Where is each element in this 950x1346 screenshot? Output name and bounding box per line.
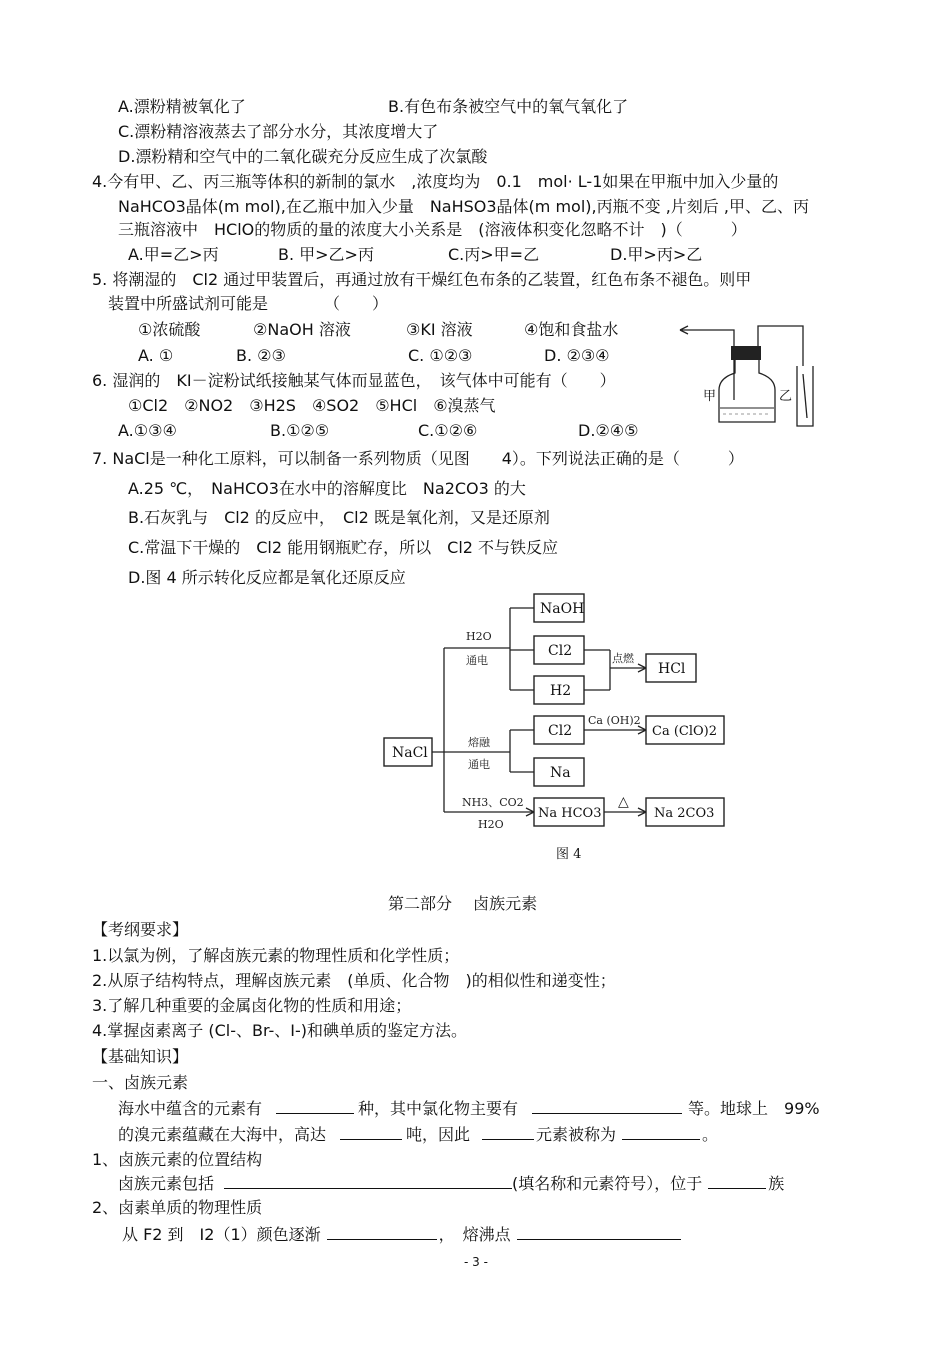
kaogang-item-4: 4.掌握卤素离子 (Cl-、Br-、I-)和碘单质的鉴定方法。 <box>92 1021 468 1040</box>
q5-reagent-1: ①浓硫酸 <box>138 320 201 339</box>
q6-option-d: D.②④⑤ <box>578 421 639 440</box>
blank-2[interactable] <box>532 1098 682 1114</box>
cond-tongdian: 通电 <box>466 654 488 667</box>
q7-option-c: C.常温下干燥的 Cl2 能用钢瓶贮存，所以 Cl2 不与铁反应 <box>128 538 559 557</box>
q5-option-d: D. ②③④ <box>544 346 610 365</box>
cond-nh3-co2: NH3、CO2 <box>462 796 524 809</box>
fill-text-4a: 从 F2 到 I2（1）颜色逐渐 <box>122 1225 321 1244</box>
label-jia: 甲 <box>703 389 717 404</box>
label-h2: H2 <box>550 683 572 699</box>
blank-1[interactable] <box>276 1098 354 1114</box>
blank-7[interactable] <box>708 1173 766 1189</box>
blank-8[interactable] <box>327 1224 437 1240</box>
cond-h2o-2: H2O <box>478 818 504 831</box>
q4-option-d: D.甲>丙>乙 <box>610 245 703 264</box>
q6-option-c: C.①②⑥ <box>418 421 478 440</box>
cond-h2o: H2O <box>466 630 492 643</box>
cond-delta: △ <box>618 794 629 810</box>
q4-stem-line3: 三瓶溶液中 HClO的物质的量的浓度大小关系是 (溶液体积变化忽略不计 )（ ） <box>118 220 747 239</box>
q5-option-c: C. ①②③ <box>408 346 473 365</box>
fill-text-3a: 卤族元素包括 <box>118 1174 215 1193</box>
cond-caoh2: Ca (OH)2 <box>588 714 641 727</box>
cond-dianran: 点燃 <box>612 652 634 665</box>
q4-option-a: A.甲=乙>丙 <box>128 245 219 264</box>
q6-option-b: B.①②⑤ <box>270 421 330 440</box>
fill-text-3b: (填名称和元素符号），位于 <box>512 1174 703 1193</box>
blank-6[interactable] <box>224 1173 512 1189</box>
section-2-heading: 1、卤族元素的位置结构 <box>92 1150 263 1169</box>
section-3-heading: 2、卤素单质的物理性质 <box>92 1198 263 1217</box>
label-hcl: HCl <box>658 661 686 677</box>
cond-tongdian2: 通电 <box>468 758 490 771</box>
figure-caption: 图 4 <box>556 847 582 862</box>
q4-stem-line1: 4.今有甲、乙、丙三瓶等体积的新制的氯水 ,浓度均为 0.1 mol· L-1如果在甲瓶中加入少量的 <box>92 172 779 191</box>
fill-line-4 <box>122 1224 681 1245</box>
kaogang-heading: 【考纲要求】 <box>92 920 189 939</box>
label-yi: 乙 <box>779 389 793 404</box>
q5-option-a: A. ① <box>138 346 174 365</box>
fill-text-1c: 等。地球上 99% <box>688 1099 820 1118</box>
q5-option-b: B. ②③ <box>236 346 286 365</box>
branch-electrolysis <box>444 608 534 690</box>
q6-gases: ①Cl2 ②NO2 ③H2S ④SO2 ⑤HCl ⑥溴蒸气 <box>128 396 496 415</box>
fill-text-2c: 元素被称为 <box>536 1125 617 1144</box>
q7-stem: 7. NaCl是一种化工原料，可以制备一系列物质（见图 4）。下列说法正确的是（ ） <box>92 449 744 468</box>
cloth-strip <box>803 374 807 418</box>
fill-text-4b: ， 熔沸点 <box>438 1225 511 1244</box>
q6-stem: 6. 湿润的 KI－淀粉试纸接触某气体而显蓝色， 该气体中可能有（ ） <box>92 371 616 390</box>
q3-option-b: B.有色布条被空气中的氧气氧化了 <box>388 97 629 116</box>
label-cl2-top: Cl2 <box>548 643 573 659</box>
q7-option-d: D.图 4 所示转化反应都是氧化还原反应 <box>128 568 406 587</box>
q5-reagent-4: ④饱和食盐水 <box>524 320 619 339</box>
q5-reagent-2: ②NaOH 溶液 <box>253 320 351 339</box>
label-nacl: NaCl <box>392 745 428 761</box>
part2-title: 第二部分 卤族元素 <box>388 894 538 913</box>
outlet-tube <box>758 326 803 366</box>
q5-stem-line1: 5. 将潮湿的 Cl2 通过甲装置后，再通过放有干燥红色布条的乙装置，红色布条不褪色。则甲 <box>92 270 752 289</box>
q4-option-b: B. 甲>乙>丙 <box>278 245 374 264</box>
washing-bottle <box>719 360 775 422</box>
blank-9[interactable] <box>517 1224 681 1240</box>
q3-option-d: D.漂粉精和空气中的二氧化碳充分反应生成了次氯酸 <box>118 147 488 166</box>
label-naoh: NaOH <box>540 601 585 617</box>
label-cl2-mid: Cl2 <box>548 723 573 739</box>
kaogang-item-3: 3.了解几种重要的金属卤化物的性质和用途； <box>92 996 412 1015</box>
section-1-heading: 一、卤族元素 <box>92 1073 189 1092</box>
q6-option-a: A.①③④ <box>118 421 177 440</box>
nacl-conversion-diagram <box>378 588 750 870</box>
blank-3[interactable] <box>340 1124 402 1140</box>
stopper <box>731 346 761 360</box>
q3-option-a: A.漂粉精被氧化了 <box>118 97 246 116</box>
fill-line-2 <box>118 1124 718 1145</box>
label-caclo2: Ca (ClO)2 <box>652 724 718 739</box>
page-number: - 3 - <box>464 1255 488 1269</box>
jichu-heading: 【基础知识】 <box>92 1047 189 1066</box>
fill-text-2a: 的溴元素蕴藏在大海中，高达 <box>118 1125 327 1144</box>
fill-text-1b: 种，其中氯化物主要有 <box>358 1099 519 1118</box>
fill-text-1a: 海水中蕴含的元素有 <box>118 1099 263 1118</box>
kaogang-item-1: 1.以氯为例，了解卤族元素的物理性质和化学性质； <box>92 946 460 965</box>
label-nahco3: Na HCO3 <box>538 806 602 821</box>
q7-option-b: B.石灰乳与 Cl2 的反应中， Cl2 既是氧化剂，又是还原剂 <box>128 508 550 527</box>
fill-text-2d: 。 <box>702 1125 719 1144</box>
q5-stem-line2: 装置中所盛试剂可能是 （ ） <box>108 294 389 313</box>
apparatus-figure <box>675 318 845 430</box>
blank-4[interactable] <box>482 1124 534 1140</box>
fill-text-2b: 吨，因此 <box>406 1125 471 1144</box>
trunk-line <box>432 648 444 812</box>
q4-stem-line2: NaHCO3晶体(m mol),在乙瓶中加入少量 NaHSO3晶体(m mol),丙瓶不变 ,片刻后 ,甲、乙、丙 <box>118 197 809 216</box>
q3-option-c: C.漂粉精溶液蒸去了部分水分，其浓度增大了 <box>118 122 439 141</box>
q4-option-c: C.丙>甲=乙 <box>448 245 540 264</box>
cond-rongrong: 熔融 <box>468 736 490 749</box>
label-na: Na <box>550 765 571 781</box>
fill-text-3c: 族 <box>768 1174 785 1193</box>
fill-line-1 <box>118 1098 820 1119</box>
label-na2co3: Na 2CO3 <box>654 806 715 821</box>
fill-line-3 <box>118 1173 784 1194</box>
q7-option-a: A.25 ℃， NaHCO3在水中的溶解度比 Na2CO3 的大 <box>128 479 526 498</box>
blank-5[interactable] <box>622 1124 700 1140</box>
q5-reagent-3: ③KI 溶液 <box>406 320 473 339</box>
kaogang-item-2: 2.从原子结构特点，理解卤族元素 (单质、化合物 )的相似性和递变性； <box>92 971 616 990</box>
